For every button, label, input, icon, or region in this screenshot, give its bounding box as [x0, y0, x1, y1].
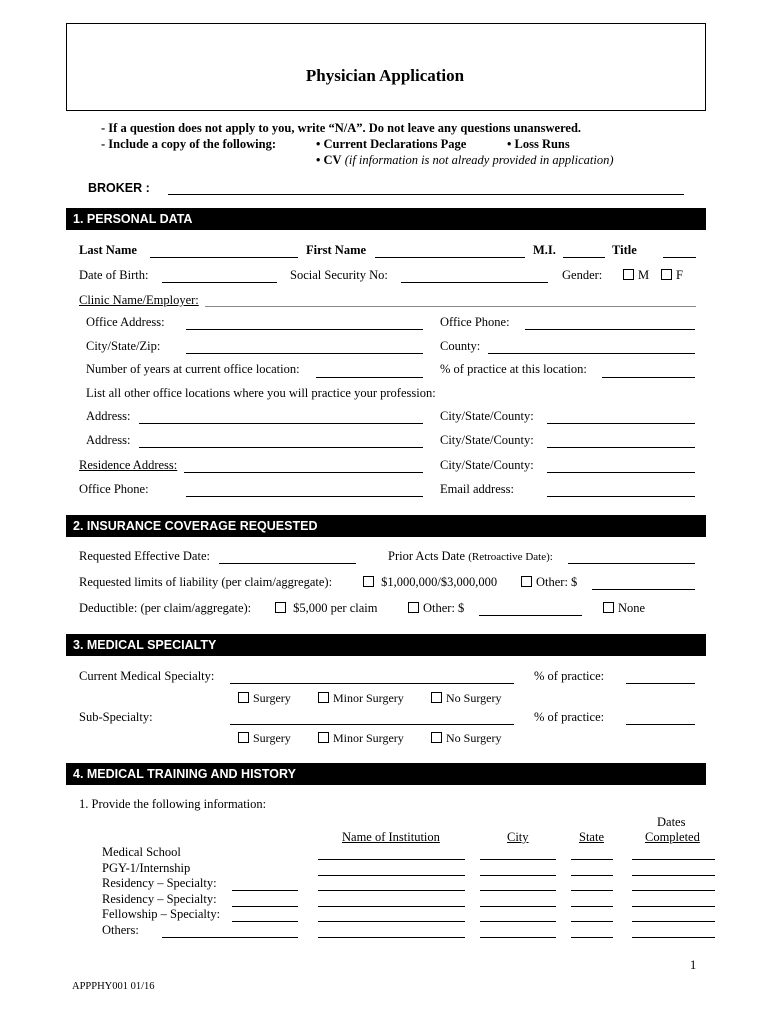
row-medical-school-city[interactable] [480, 859, 556, 860]
deductible-none-checkbox[interactable] [603, 602, 614, 613]
clinic-field[interactable] [205, 306, 696, 307]
row-others-city[interactable] [480, 937, 556, 938]
deductible-none-option[interactable] [603, 601, 645, 616]
current-surgery-label: Surgery [253, 691, 291, 705]
residence-address-label: Residence Address: [79, 458, 178, 472]
other-address-2-field[interactable] [139, 447, 423, 448]
sub-no-surgery-label: No Surgery [446, 731, 502, 745]
current-minor-surgery-option[interactable] [318, 691, 404, 706]
row-medical-school-label: Medical School [102, 845, 181, 859]
sub-pct-label: % of practice: [534, 710, 605, 724]
ssn-field[interactable] [401, 282, 548, 283]
office-phone-2-field[interactable] [186, 496, 423, 497]
page-title: Physician Application [305, 66, 465, 85]
prior-acts-note: (Retroactive Date): [468, 551, 553, 563]
first-name-field[interactable] [375, 257, 525, 258]
current-no-surgery-checkbox[interactable] [431, 692, 442, 703]
section-training-header: 4. MEDICAL TRAINING AND HISTORY [66, 763, 706, 785]
deductible-5000-label: $5,000 per claim [293, 601, 378, 615]
row-internship-city[interactable] [480, 875, 556, 876]
ssn-label: Social Security No: [290, 268, 388, 282]
sub-minor-surgery-checkbox[interactable] [318, 732, 329, 743]
mi-label: M.I. [533, 243, 556, 257]
county-field[interactable] [488, 353, 695, 354]
current-minor-surgery-label: Minor Surgery [333, 691, 404, 705]
col-city-label: City [507, 830, 529, 844]
row-internship-institution[interactable] [318, 875, 465, 876]
city-state-zip-field[interactable] [186, 353, 423, 354]
row-medical-school-dates[interactable] [632, 859, 715, 860]
county-label: County: [440, 339, 481, 353]
sub-pct-field[interactable] [626, 724, 695, 725]
row-residency-1-state[interactable] [571, 890, 613, 891]
row-residency-1-city[interactable] [480, 890, 556, 891]
current-specialty-field[interactable] [230, 683, 514, 684]
list-other-locations-label: List all other office locations where you will practice your profession: [86, 386, 436, 400]
email-label: Email address: [440, 482, 514, 496]
limit-other-field[interactable] [592, 589, 695, 590]
col-dates-label: Dates [657, 815, 686, 829]
office-address-field[interactable] [186, 329, 423, 330]
other-city-1-field[interactable] [547, 423, 695, 424]
current-pct-label: % of practice: [534, 669, 605, 683]
current-surgery-checkbox[interactable] [238, 692, 249, 703]
broker-label: BROKER : [88, 181, 150, 195]
gender-m-label: M [638, 268, 650, 282]
row-fellowship-city[interactable] [480, 921, 556, 922]
prior-acts-text: Prior Acts Date [388, 549, 466, 563]
row-medical-school-institution[interactable] [318, 859, 465, 860]
office-address-label: Office Address: [86, 315, 165, 329]
city-state-zip-label: City/State/Zip: [86, 339, 161, 353]
current-surgery-option[interactable] [238, 691, 291, 706]
limit-other-checkbox[interactable] [521, 576, 532, 587]
residence-address-field[interactable] [184, 472, 423, 473]
years-field[interactable] [316, 377, 423, 378]
sub-no-surgery-option[interactable] [431, 731, 501, 746]
deductible-other-checkbox[interactable] [408, 602, 419, 613]
sub-no-surgery-checkbox[interactable] [431, 732, 442, 743]
row-residency-2-specialty[interactable] [232, 906, 298, 907]
row-fellowship-label: Fellowship – Specialty: [102, 907, 221, 921]
item-cv-label: • CV [316, 153, 342, 167]
pct-practice-location-label: % of practice at this location: [440, 362, 587, 376]
office-phone-field[interactable] [525, 329, 695, 330]
row-residency-1-label: Residency – Specialty: [102, 876, 217, 890]
dob-label: Date of Birth: [79, 268, 149, 282]
item-current-declarations: • Current Declarations Page [316, 137, 467, 151]
footer-code: APPPHY001 01/16 [72, 981, 155, 992]
effective-date-field[interactable] [219, 563, 356, 564]
prior-acts-label [388, 549, 553, 564]
last-name-label: Last Name [79, 243, 137, 257]
limit-other-label: Other: $ [536, 575, 578, 589]
col-institution-label: Name of Institution [342, 830, 440, 844]
deductible-other-option[interactable] [408, 601, 464, 616]
row-fellowship-specialty[interactable] [232, 921, 298, 922]
deductible-other-field[interactable] [479, 615, 582, 616]
row-fellowship-institution[interactable] [318, 921, 465, 922]
row-residency-2-state[interactable] [571, 906, 613, 907]
residence-city-label: City/State/County: [440, 458, 534, 472]
current-specialty-label: Current Medical Specialty: [79, 669, 215, 683]
col-state-label: State [579, 830, 604, 844]
sub-surgery-option[interactable] [238, 731, 291, 746]
deductible-none-label: None [618, 601, 646, 615]
first-name-label: First Name [306, 243, 367, 257]
page-number: 1 [690, 958, 697, 972]
row-residency-2-label: Residency – Specialty: [102, 892, 217, 906]
limit-other-option[interactable] [521, 575, 577, 590]
row-internship-state[interactable] [571, 875, 613, 876]
clinic-label: Clinic Name/Employer: [79, 293, 199, 307]
gender-f-checkbox[interactable] [661, 269, 672, 280]
other-address-1-field[interactable] [139, 423, 423, 424]
row-others-dates[interactable] [632, 937, 715, 938]
row-medical-school-state[interactable] [571, 859, 613, 860]
title-label: Title [612, 243, 637, 257]
row-residency-1-specialty[interactable] [232, 890, 298, 891]
sub-surgery-checkbox[interactable] [238, 732, 249, 743]
row-internship-label: PGY-1/Internship [102, 861, 191, 875]
row-residency-1-institution[interactable] [318, 890, 465, 891]
current-minor-surgery-checkbox[interactable] [318, 692, 329, 703]
deductible-other-label: Other: $ [423, 601, 465, 615]
other-city-1-label: City/State/County: [440, 409, 534, 423]
gender-f-label: F [676, 268, 683, 282]
row-residency-1-dates[interactable] [632, 890, 715, 891]
row-residency-2-city[interactable] [480, 906, 556, 907]
other-city-2-field[interactable] [547, 447, 695, 448]
deductible-label: Deductible: (per claim/aggregate): [79, 601, 252, 615]
row-internship-dates[interactable] [632, 875, 715, 876]
row-residency-2-institution[interactable] [318, 906, 465, 907]
years-label: Number of years at current office location: [86, 362, 300, 376]
other-address-1-label: Address: [86, 409, 131, 423]
row-fellowship-state[interactable] [571, 921, 613, 922]
title-field[interactable] [663, 257, 696, 258]
limit-1m-3m-option[interactable] [363, 575, 497, 590]
col-completed-label: Completed [645, 830, 700, 844]
broker-field[interactable] [168, 194, 684, 195]
provide-info-label: 1. Provide the following information: [79, 797, 267, 811]
office-phone-label: Office Phone: [440, 315, 510, 329]
item-cv-note: (if information is not already provided in application) [344, 153, 614, 167]
pct-practice-location-field[interactable] [602, 377, 695, 378]
item-loss-runs: • Loss Runs [507, 137, 570, 151]
current-no-surgery-option[interactable] [431, 691, 501, 706]
section-specialty-header: 3. MEDICAL SPECIALTY [66, 634, 706, 656]
dob-field[interactable] [162, 282, 277, 283]
residence-city-field[interactable] [547, 472, 695, 473]
row-others-institution[interactable] [318, 937, 465, 938]
limit-1m-3m-label: $1,000,000/$3,000,000 [381, 575, 498, 589]
sub-specialty-field[interactable] [230, 724, 514, 725]
section-insurance-header: 2. INSURANCE COVERAGE REQUESTED [66, 515, 706, 537]
office-phone-2-label: Office Phone: [79, 482, 149, 496]
limit-1m-3m-checkbox[interactable] [363, 576, 374, 587]
last-name-field[interactable] [150, 257, 298, 258]
gender-f-option[interactable] [661, 268, 683, 283]
row-residency-2-dates[interactable] [632, 906, 715, 907]
sub-minor-surgery-option[interactable] [318, 731, 404, 746]
effective-date-label: Requested Effective Date: [79, 549, 210, 563]
gender-m-option[interactable] [623, 268, 649, 283]
sub-minor-surgery-label: Minor Surgery [333, 731, 404, 745]
email-field[interactable] [547, 496, 695, 497]
limits-label: Requested limits of liability (per claim/aggregate): [79, 575, 333, 589]
gender-label: Gender: [562, 268, 603, 282]
current-pct-field[interactable] [626, 683, 695, 684]
other-city-2-label: City/State/County: [440, 433, 534, 447]
item-cv [316, 153, 614, 168]
sub-surgery-label: Surgery [253, 731, 291, 745]
gender-m-checkbox[interactable] [623, 269, 634, 280]
sub-specialty-label: Sub-Specialty: [79, 710, 153, 724]
row-others-state[interactable] [571, 937, 613, 938]
row-others-specialty[interactable] [162, 937, 298, 938]
mi-field[interactable] [563, 257, 605, 258]
row-others-label: Others: [102, 923, 139, 937]
deductible-5000-option[interactable] [275, 601, 377, 616]
instruction-na: - If a question does not apply to you, write “N/A”. Do not leave any questions unanswered. [101, 121, 582, 135]
other-address-2-label: Address: [86, 433, 131, 447]
deductible-5000-checkbox[interactable] [275, 602, 286, 613]
section-personal-data-header: 1. PERSONAL DATA [66, 208, 706, 230]
prior-acts-field[interactable] [568, 563, 695, 564]
instruction-include: - Include a copy of the following: [101, 137, 276, 151]
current-no-surgery-label: No Surgery [446, 691, 502, 705]
row-fellowship-dates[interactable] [632, 921, 715, 922]
